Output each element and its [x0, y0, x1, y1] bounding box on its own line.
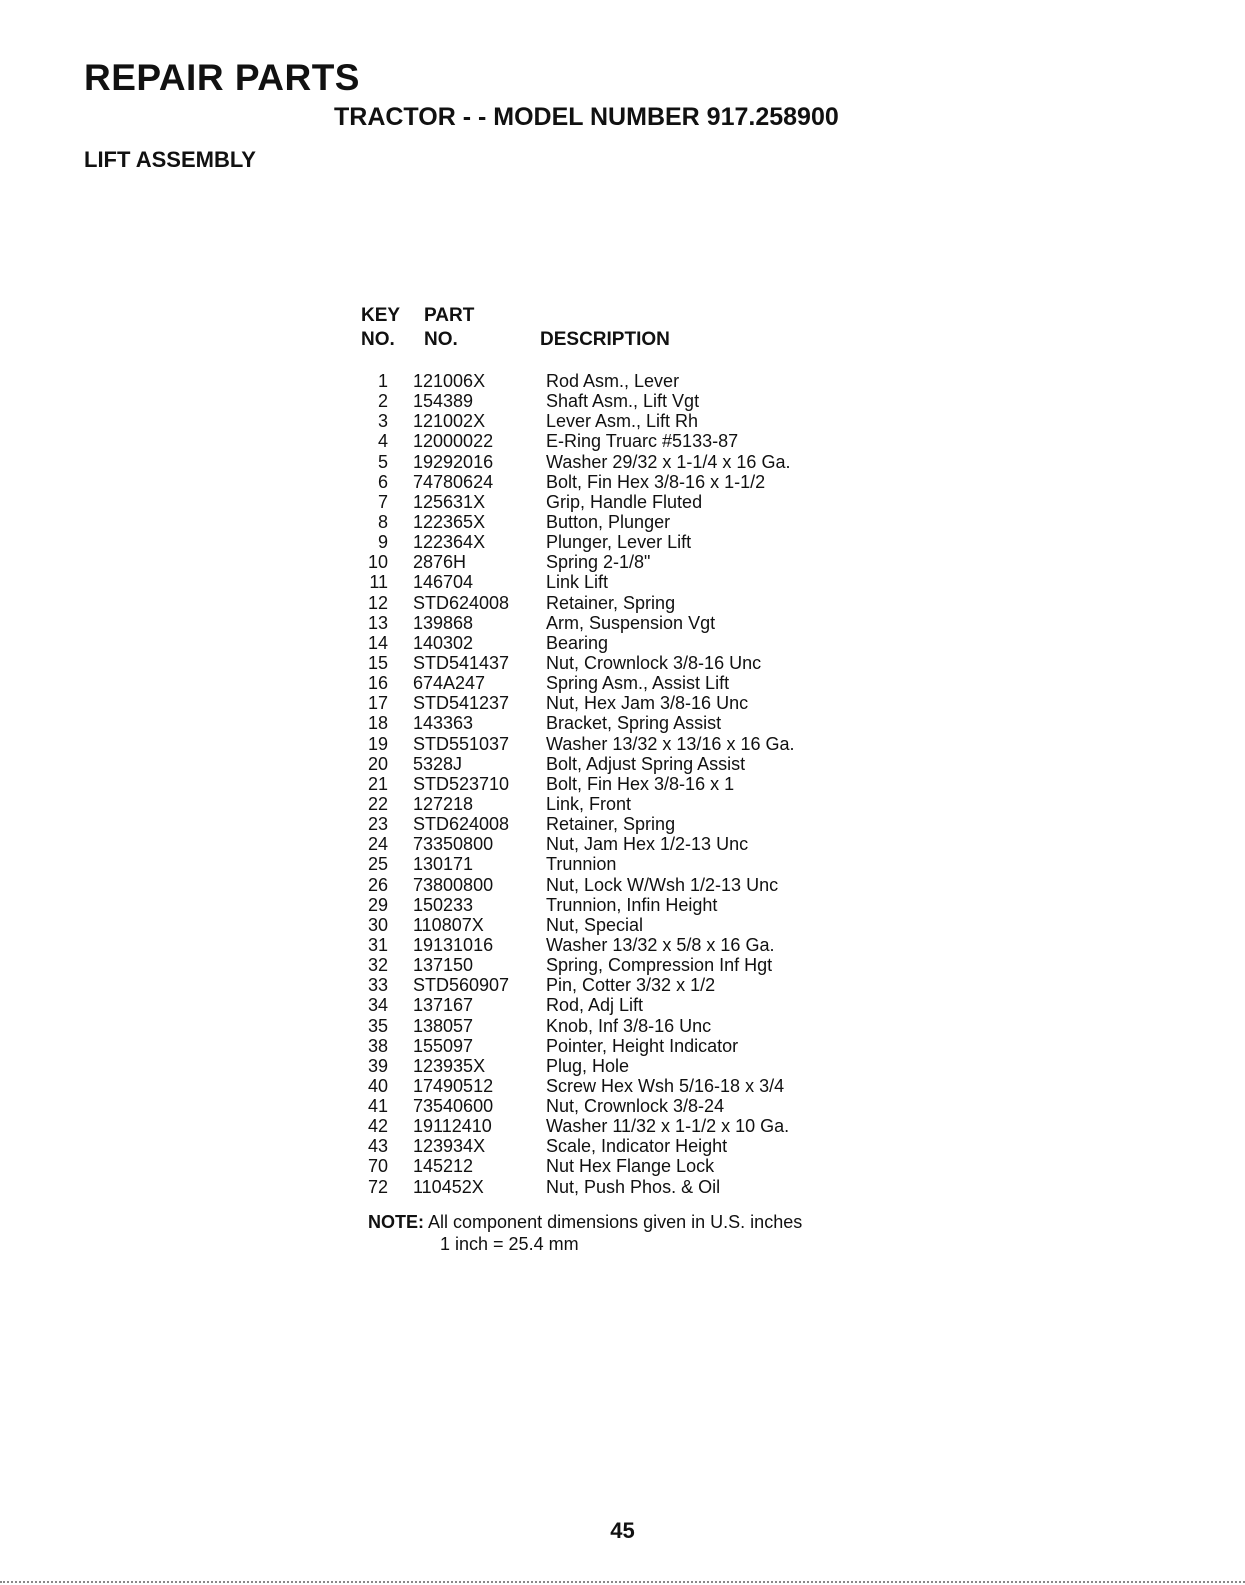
- key-no: 5: [377, 451, 388, 472]
- table-row: [360, 653, 880, 673]
- key-no: 29: [367, 894, 388, 915]
- part-description: Bolt, Fin Hex 3/8-16 x 1-1/2: [546, 471, 766, 492]
- part-description: Nut, Jam Hex 1/2-13 Unc: [546, 834, 749, 855]
- part-no: 19292016: [413, 451, 494, 472]
- key-no: 40: [367, 1075, 388, 1096]
- table-row: [360, 693, 880, 713]
- key-no: 70: [367, 1156, 388, 1177]
- part-no: 139868: [413, 612, 474, 633]
- part-no: 127218: [413, 793, 474, 814]
- part-description: Grip, Handle Fluted: [546, 491, 703, 512]
- key-no: 24: [367, 834, 388, 855]
- note-label: NOTE:: [368, 1212, 424, 1232]
- part-description: Retainer, Spring: [546, 814, 676, 835]
- table-row: [360, 975, 880, 995]
- table-row: [360, 472, 880, 492]
- part-no: 137150: [413, 955, 474, 976]
- part-no: STD541237: [413, 693, 510, 714]
- header-key-line1: KEY: [361, 305, 401, 326]
- table-row: [360, 1156, 880, 1176]
- table-row: [360, 895, 880, 915]
- part-description: Knob, Inf 3/8-16 Unc: [546, 1015, 712, 1036]
- part-description: Shaft Asm., Lift Vgt: [546, 391, 700, 412]
- table-row: [360, 713, 880, 733]
- table-row: [360, 854, 880, 874]
- part-no: 130171: [413, 854, 474, 875]
- key-no: 34: [367, 995, 388, 1016]
- part-description: Lever Asm., Lift Rh: [546, 411, 699, 432]
- part-no: 154389: [413, 391, 474, 412]
- part-description: Arm, Suspension Vgt: [546, 612, 716, 633]
- key-no: 16: [367, 673, 388, 694]
- part-no: 110452X: [413, 1176, 484, 1197]
- part-no: 143363: [413, 713, 474, 734]
- key-no: 13: [367, 612, 388, 633]
- part-no: 5328J: [413, 753, 463, 774]
- part-no: 74780624: [413, 471, 494, 492]
- key-no: 41: [367, 1096, 388, 1117]
- part-description: Spring Asm., Assist Lift: [546, 673, 730, 694]
- part-description: Pointer, Height Indicator: [546, 1035, 739, 1056]
- key-no: 26: [367, 874, 388, 895]
- part-description: Bolt, Fin Hex 3/8-16 x 1: [546, 773, 735, 794]
- table-row: [360, 1136, 880, 1156]
- part-no: 122364X: [413, 532, 486, 553]
- table-row: [360, 371, 880, 391]
- key-no: 17: [367, 693, 388, 714]
- part-no: 674A247: [413, 673, 486, 694]
- table-row: [360, 1016, 880, 1036]
- part-no: 121002X: [413, 411, 486, 432]
- part-description: Washer 29/32 x 1-1/4 x 16 Ga.: [546, 451, 791, 472]
- table-row: [360, 1036, 880, 1056]
- table-row: [360, 492, 880, 512]
- table-row: [360, 814, 880, 834]
- part-description: Screw Hex Wsh 5/16-18 x 3/4: [546, 1075, 785, 1096]
- part-description: Bolt, Adjust Spring Assist: [546, 753, 746, 774]
- part-no: 125631X: [413, 491, 486, 512]
- key-no: 15: [367, 652, 388, 673]
- section-title: LIFT ASSEMBLY: [84, 147, 256, 172]
- table-row: [360, 774, 880, 794]
- part-description: Nut, Lock W/Wsh 1/2-13 Unc: [546, 874, 779, 895]
- table-row: [360, 875, 880, 895]
- part-description: Pin, Cotter 3/32 x 1/2: [546, 975, 716, 996]
- part-description: Nut, Special: [546, 914, 644, 935]
- part-no: 123934X: [413, 1136, 486, 1157]
- key-no: 31: [367, 934, 388, 955]
- part-description: Link Lift: [546, 572, 609, 593]
- part-description: Spring 2-1/8": [546, 552, 651, 573]
- key-no: 3: [377, 411, 388, 432]
- key-no: 25: [367, 854, 388, 875]
- table-row: [360, 552, 880, 572]
- part-description: Spring, Compression Inf Hgt: [546, 955, 773, 976]
- page-number: 45: [610, 1518, 635, 1543]
- part-no: 2876H: [413, 552, 467, 573]
- part-no: 73540600: [413, 1096, 494, 1117]
- key-no: 35: [367, 1015, 388, 1036]
- table-row: [360, 431, 880, 451]
- part-no: 137167: [413, 995, 474, 1016]
- part-no: STD624008: [413, 592, 510, 613]
- table-row: [360, 512, 880, 532]
- key-no: 8: [377, 511, 388, 532]
- part-no: 122365X: [413, 511, 486, 532]
- key-no: 4: [377, 431, 388, 452]
- part-no: 121006X: [413, 371, 486, 391]
- part-description: Scale, Indicator Height: [546, 1136, 728, 1157]
- table-row: [360, 391, 880, 411]
- table-row: [360, 915, 880, 935]
- part-description: Plunger, Lever Lift: [546, 532, 692, 553]
- part-no: 155097: [413, 1035, 474, 1056]
- key-no: 9: [377, 532, 388, 553]
- key-no: 20: [367, 753, 388, 774]
- part-description: Trunnion, Infin Height: [546, 894, 718, 915]
- table-row: [360, 452, 880, 472]
- key-no: 12: [367, 592, 388, 613]
- table-row: [360, 1096, 880, 1116]
- table-row: [360, 935, 880, 955]
- part-no: 146704: [413, 572, 474, 593]
- key-no: 22: [367, 793, 388, 814]
- part-no: 19131016: [413, 934, 494, 955]
- key-no: 10: [367, 552, 388, 573]
- table-row: [360, 754, 880, 774]
- part-description: Washer 11/32 x 1-1/2 x 10 Ga.: [546, 1116, 790, 1137]
- table-row: [360, 794, 880, 814]
- part-description: Rod Asm., Lever: [546, 371, 680, 391]
- part-description: Button, Plunger: [546, 511, 671, 532]
- table-row: [360, 955, 880, 975]
- key-no: 33: [367, 975, 388, 996]
- part-description: Washer 13/32 x 5/8 x 16 Ga.: [546, 934, 775, 955]
- part-no: 138057: [413, 1015, 474, 1036]
- key-no: 1: [377, 371, 388, 391]
- key-no: 72: [367, 1176, 388, 1197]
- key-no: 6: [377, 471, 388, 492]
- header-key-line2: NO.: [361, 329, 395, 350]
- key-no: 7: [377, 491, 388, 512]
- table-row: [360, 1177, 880, 1197]
- key-no: 43: [367, 1136, 388, 1157]
- part-description: Plug, Hole: [546, 1055, 630, 1076]
- header-description: DESCRIPTION: [540, 329, 670, 350]
- part-description: Nut, Crownlock 3/8-24: [546, 1096, 725, 1117]
- part-description: Nut, Push Phos. & Oil: [546, 1176, 721, 1197]
- key-no: 23: [367, 814, 388, 835]
- part-description: Bearing: [546, 632, 609, 653]
- key-no: 18: [367, 713, 388, 734]
- note-line2: 1 inch = 25.4 mm: [440, 1234, 579, 1254]
- part-no: STD541437: [413, 652, 510, 673]
- table-row: [360, 1056, 880, 1076]
- note: [368, 1212, 802, 1233]
- table-row: [360, 411, 880, 431]
- key-no: 42: [367, 1116, 388, 1137]
- bottom-rule: [0, 1581, 1245, 1583]
- table-row: [360, 613, 880, 633]
- key-no: 19: [367, 733, 388, 754]
- part-no: 19112410: [413, 1116, 492, 1137]
- key-no: 32: [367, 955, 388, 976]
- part-description: Nut, Crownlock 3/8-16 Unc: [546, 652, 762, 673]
- key-no: 11: [369, 572, 388, 593]
- page-subtitle: TRACTOR - - MODEL NUMBER 917.258900: [334, 103, 839, 131]
- part-no: STD551037: [413, 733, 510, 754]
- part-no: 145212: [413, 1156, 474, 1177]
- part-no: 73350800: [413, 834, 494, 855]
- key-no: 30: [367, 914, 388, 935]
- part-description: Bracket, Spring Assist: [546, 713, 722, 734]
- key-no: 21: [367, 773, 388, 794]
- part-description: Link, Front: [546, 793, 632, 814]
- part-no: 140302: [413, 632, 474, 653]
- table-row: [360, 995, 880, 1015]
- part-no: 123935X: [413, 1055, 486, 1076]
- page-title: REPAIR PARTS: [84, 57, 360, 98]
- part-description: E-Ring Truarc #5133-87: [546, 431, 739, 452]
- key-no: 14: [367, 632, 388, 653]
- part-no: 150233: [413, 894, 474, 915]
- part-no: 73800800: [413, 874, 494, 895]
- part-description: Nut, Hex Jam 3/8-16 Unc: [546, 693, 749, 714]
- part-no: STD523710: [413, 773, 510, 794]
- table-row: [360, 532, 880, 552]
- key-no: 2: [377, 391, 388, 412]
- part-no: STD560907: [413, 975, 510, 996]
- header-part-line1: PART: [424, 305, 475, 326]
- note-line1: All component dimensions given in U.S. inches: [428, 1212, 803, 1232]
- part-description: Trunnion: [546, 854, 617, 875]
- table-row: [360, 633, 880, 653]
- key-no: 39: [367, 1055, 388, 1076]
- part-no: 110807X: [413, 914, 484, 935]
- table-row: [360, 593, 880, 613]
- key-no: 38: [367, 1035, 388, 1056]
- table-row: [360, 572, 880, 592]
- part-description: Rod, Adj Lift: [546, 995, 644, 1016]
- part-description: Retainer, Spring: [546, 592, 676, 613]
- parts-list: [360, 371, 880, 1197]
- part-no: 12000022: [413, 431, 494, 452]
- table-row: [360, 834, 880, 854]
- table-row: [360, 1116, 880, 1136]
- table-row: [360, 734, 880, 754]
- part-description: Washer 13/32 x 13/16 x 16 Ga.: [546, 733, 795, 754]
- part-no: 17490512: [413, 1075, 494, 1096]
- table-row: [360, 1076, 880, 1096]
- part-no: STD624008: [413, 814, 510, 835]
- table-row: [360, 673, 880, 693]
- header-part-line2: NO.: [424, 329, 458, 350]
- part-description: Nut Hex Flange Lock: [546, 1156, 715, 1177]
